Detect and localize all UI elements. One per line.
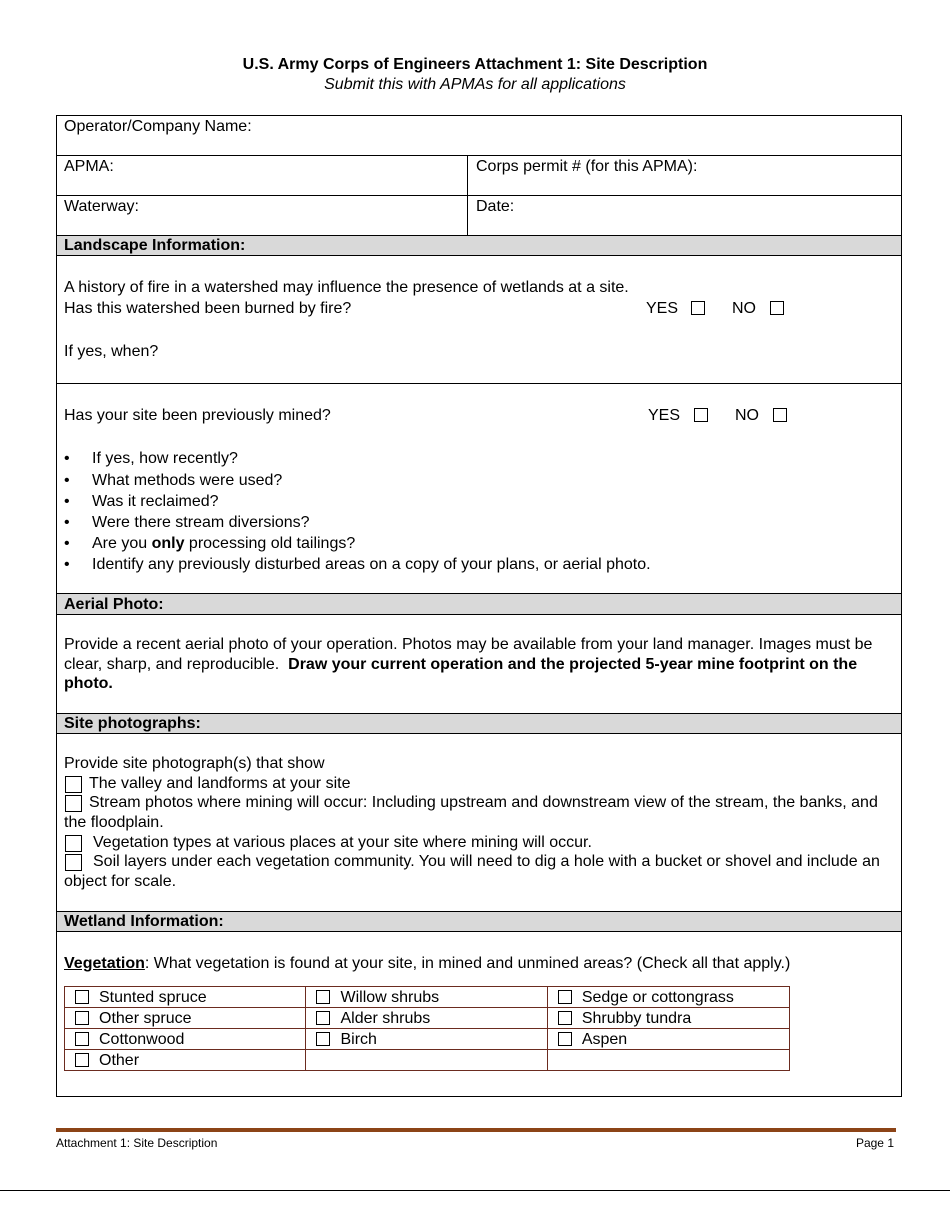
bullet-text	[92, 534, 355, 553]
bullet-list-item: • What methods were used?	[64, 472, 283, 489]
aerial-instructions	[64, 635, 884, 694]
vegetation-option[interactable]	[547, 987, 789, 1008]
vegetation-table	[64, 986, 790, 1071]
bullet-list-item: • Was it reclaimed?	[64, 493, 219, 510]
mined-no-checkbox[interactable]	[773, 408, 787, 422]
empty-cell	[547, 1050, 789, 1071]
fire-intro: A history of fire in a watershed may influence the presence of wetlands at a site.	[64, 279, 629, 296]
checkbox[interactable]	[75, 1053, 89, 1067]
option-label: Alder shrubs	[340, 1009, 431, 1027]
photos-intro: Provide site photograph(s) that show	[64, 755, 325, 772]
option-label: Other	[99, 1051, 140, 1069]
vegetation-option[interactable]	[547, 1029, 789, 1050]
mined-question: Has your site been previously mined?	[64, 407, 331, 424]
checkbox[interactable]	[316, 990, 330, 1004]
vegetation-option[interactable]	[65, 1029, 306, 1050]
mined-yes-checkbox[interactable]	[694, 408, 708, 422]
aerial-bold-text: Draw your current operation and the projected 5-year mine footprint on the photo.	[64, 655, 858, 692]
option-label: Willow shrubs	[340, 988, 440, 1006]
vegetation-question-text: : What vegetation is found at your site, in mined and unmined areas? (Check all that apply.)	[144, 955, 791, 972]
row-divider	[56, 614, 902, 615]
option-label: Other spruce	[99, 1009, 192, 1027]
row-divider	[56, 255, 902, 256]
option-label: Sedge or cottongrass	[581, 988, 734, 1006]
corps-permit-field-label[interactable]: Corps permit # (for this APMA):	[476, 158, 698, 175]
vegetation-question	[64, 954, 790, 973]
bullet-list-item: • If yes, how recently?	[64, 450, 238, 467]
vegetation-option[interactable]	[306, 1029, 547, 1050]
bullet-list-item: • Are you only processing old tailings?	[64, 535, 356, 552]
checkbox[interactable]	[558, 990, 572, 1004]
waterway-field-label[interactable]: Waterway:	[64, 198, 139, 215]
bullet-text: What methods were used?	[92, 472, 283, 489]
checkbox[interactable]	[558, 1011, 572, 1025]
option-label: Aspen	[581, 1030, 628, 1048]
vegetation-option[interactable]	[65, 987, 306, 1008]
mined-no-label: NO	[735, 407, 759, 424]
bullet-text: If yes, how recently?	[92, 450, 238, 467]
option-label: Stunted spruce	[99, 988, 207, 1006]
page-bottom-edge	[0, 1190, 950, 1191]
option-label: Cottonwood	[99, 1030, 185, 1048]
page-subtitle: Submit this with APMAs for all applications	[324, 76, 626, 93]
checkbox[interactable]	[558, 1032, 572, 1046]
table-row	[65, 1050, 790, 1071]
checkbox[interactable]	[75, 990, 89, 1004]
fire-yes-checkbox[interactable]	[691, 301, 705, 315]
row-divider	[56, 593, 902, 594]
photos-heading: Site photographs:	[64, 715, 201, 732]
aerial-band	[57, 594, 901, 614]
bullet-text: Were there stream diversions?	[92, 514, 310, 531]
checkbox[interactable]	[316, 1032, 330, 1046]
page-title: U.S. Army Corps of Engineers Attachment 1: Site Description	[242, 56, 708, 73]
fire-no-label: NO	[732, 300, 756, 317]
apma-field-label[interactable]: APMA:	[64, 158, 114, 175]
option-label: Shrubby tundra	[581, 1009, 692, 1027]
aerial-text: Provide a recent aerial photo of your operation. Photos may be available from your land manager. Images must be clear, sharp, and reproducible.	[64, 636, 873, 673]
row-divider	[56, 383, 902, 384]
tailings-text-bold: only	[151, 535, 185, 552]
row-divider	[56, 195, 902, 196]
tailings-text-pre: Are you	[92, 535, 152, 552]
photo-valley-checkbox[interactable]	[65, 776, 82, 793]
operator-field-label[interactable]: Operator/Company Name:	[64, 118, 252, 135]
empty-cell	[306, 1050, 547, 1071]
option-label: Birch	[340, 1030, 377, 1048]
row-divider	[56, 931, 902, 932]
date-field-label[interactable]: Date:	[476, 198, 515, 215]
fire-yes-label: YES	[646, 300, 679, 317]
vegetation-option[interactable]	[547, 1008, 789, 1029]
row-divider	[56, 155, 902, 156]
fire-when-label: If yes, when?	[64, 343, 159, 360]
footer-rule	[56, 1128, 896, 1132]
column-divider	[467, 155, 468, 235]
vegetation-option[interactable]	[65, 1050, 306, 1071]
bullet-text: Was it reclaimed?	[92, 493, 219, 510]
table-row	[65, 987, 790, 1008]
vegetation-label: Vegetation	[64, 955, 145, 972]
mined-yes-label: YES	[648, 407, 681, 424]
footer-title: Attachment 1: Site Description	[56, 1136, 218, 1150]
vegetation-option[interactable]	[65, 1008, 306, 1029]
checkbox[interactable]	[75, 1032, 89, 1046]
bullet-list-item: • Were there stream diversions?	[64, 514, 310, 531]
bullet-list-item: • Identify any previously disturbed areas on a copy of your plans, or aerial photo.	[64, 556, 651, 573]
checkbox[interactable]	[75, 1011, 89, 1025]
tailings-text-post: processing old tailings?	[184, 535, 356, 552]
checkbox[interactable]	[316, 1011, 330, 1025]
wetland-heading: Wetland Information:	[64, 913, 224, 930]
photo-vegetation-checkbox[interactable]	[65, 835, 82, 852]
landscape-heading: Landscape Information:	[64, 237, 246, 254]
aerial-heading: Aerial Photo:	[64, 596, 164, 613]
photo-stream-label: Stream photos where mining will occur: Including upstream and downstream view of the stream, the banks, and the floodplain.	[64, 794, 878, 831]
row-divider	[56, 733, 902, 734]
vegetation-option[interactable]	[306, 987, 547, 1008]
photo-valley-label: The valley and landforms at your site	[89, 775, 351, 792]
bullet-text: Identify any previously disturbed areas on a copy of your plans, or aerial photo.	[92, 556, 651, 573]
table-row	[65, 1008, 790, 1029]
photo-soil-label: Soil layers under each vegetation community. You will need to dig a hole with a bucket or shovel and include an object for scale.	[64, 853, 880, 890]
fire-no-checkbox[interactable]	[770, 301, 784, 315]
page-number: Page 1	[855, 1136, 894, 1150]
fire-question: Has this watershed been burned by fire?	[64, 300, 352, 317]
photo-vegetation-label: Vegetation types at various places at your site where mining will occur.	[93, 834, 592, 851]
table-row	[65, 1029, 790, 1050]
vegetation-option[interactable]	[306, 1008, 547, 1029]
